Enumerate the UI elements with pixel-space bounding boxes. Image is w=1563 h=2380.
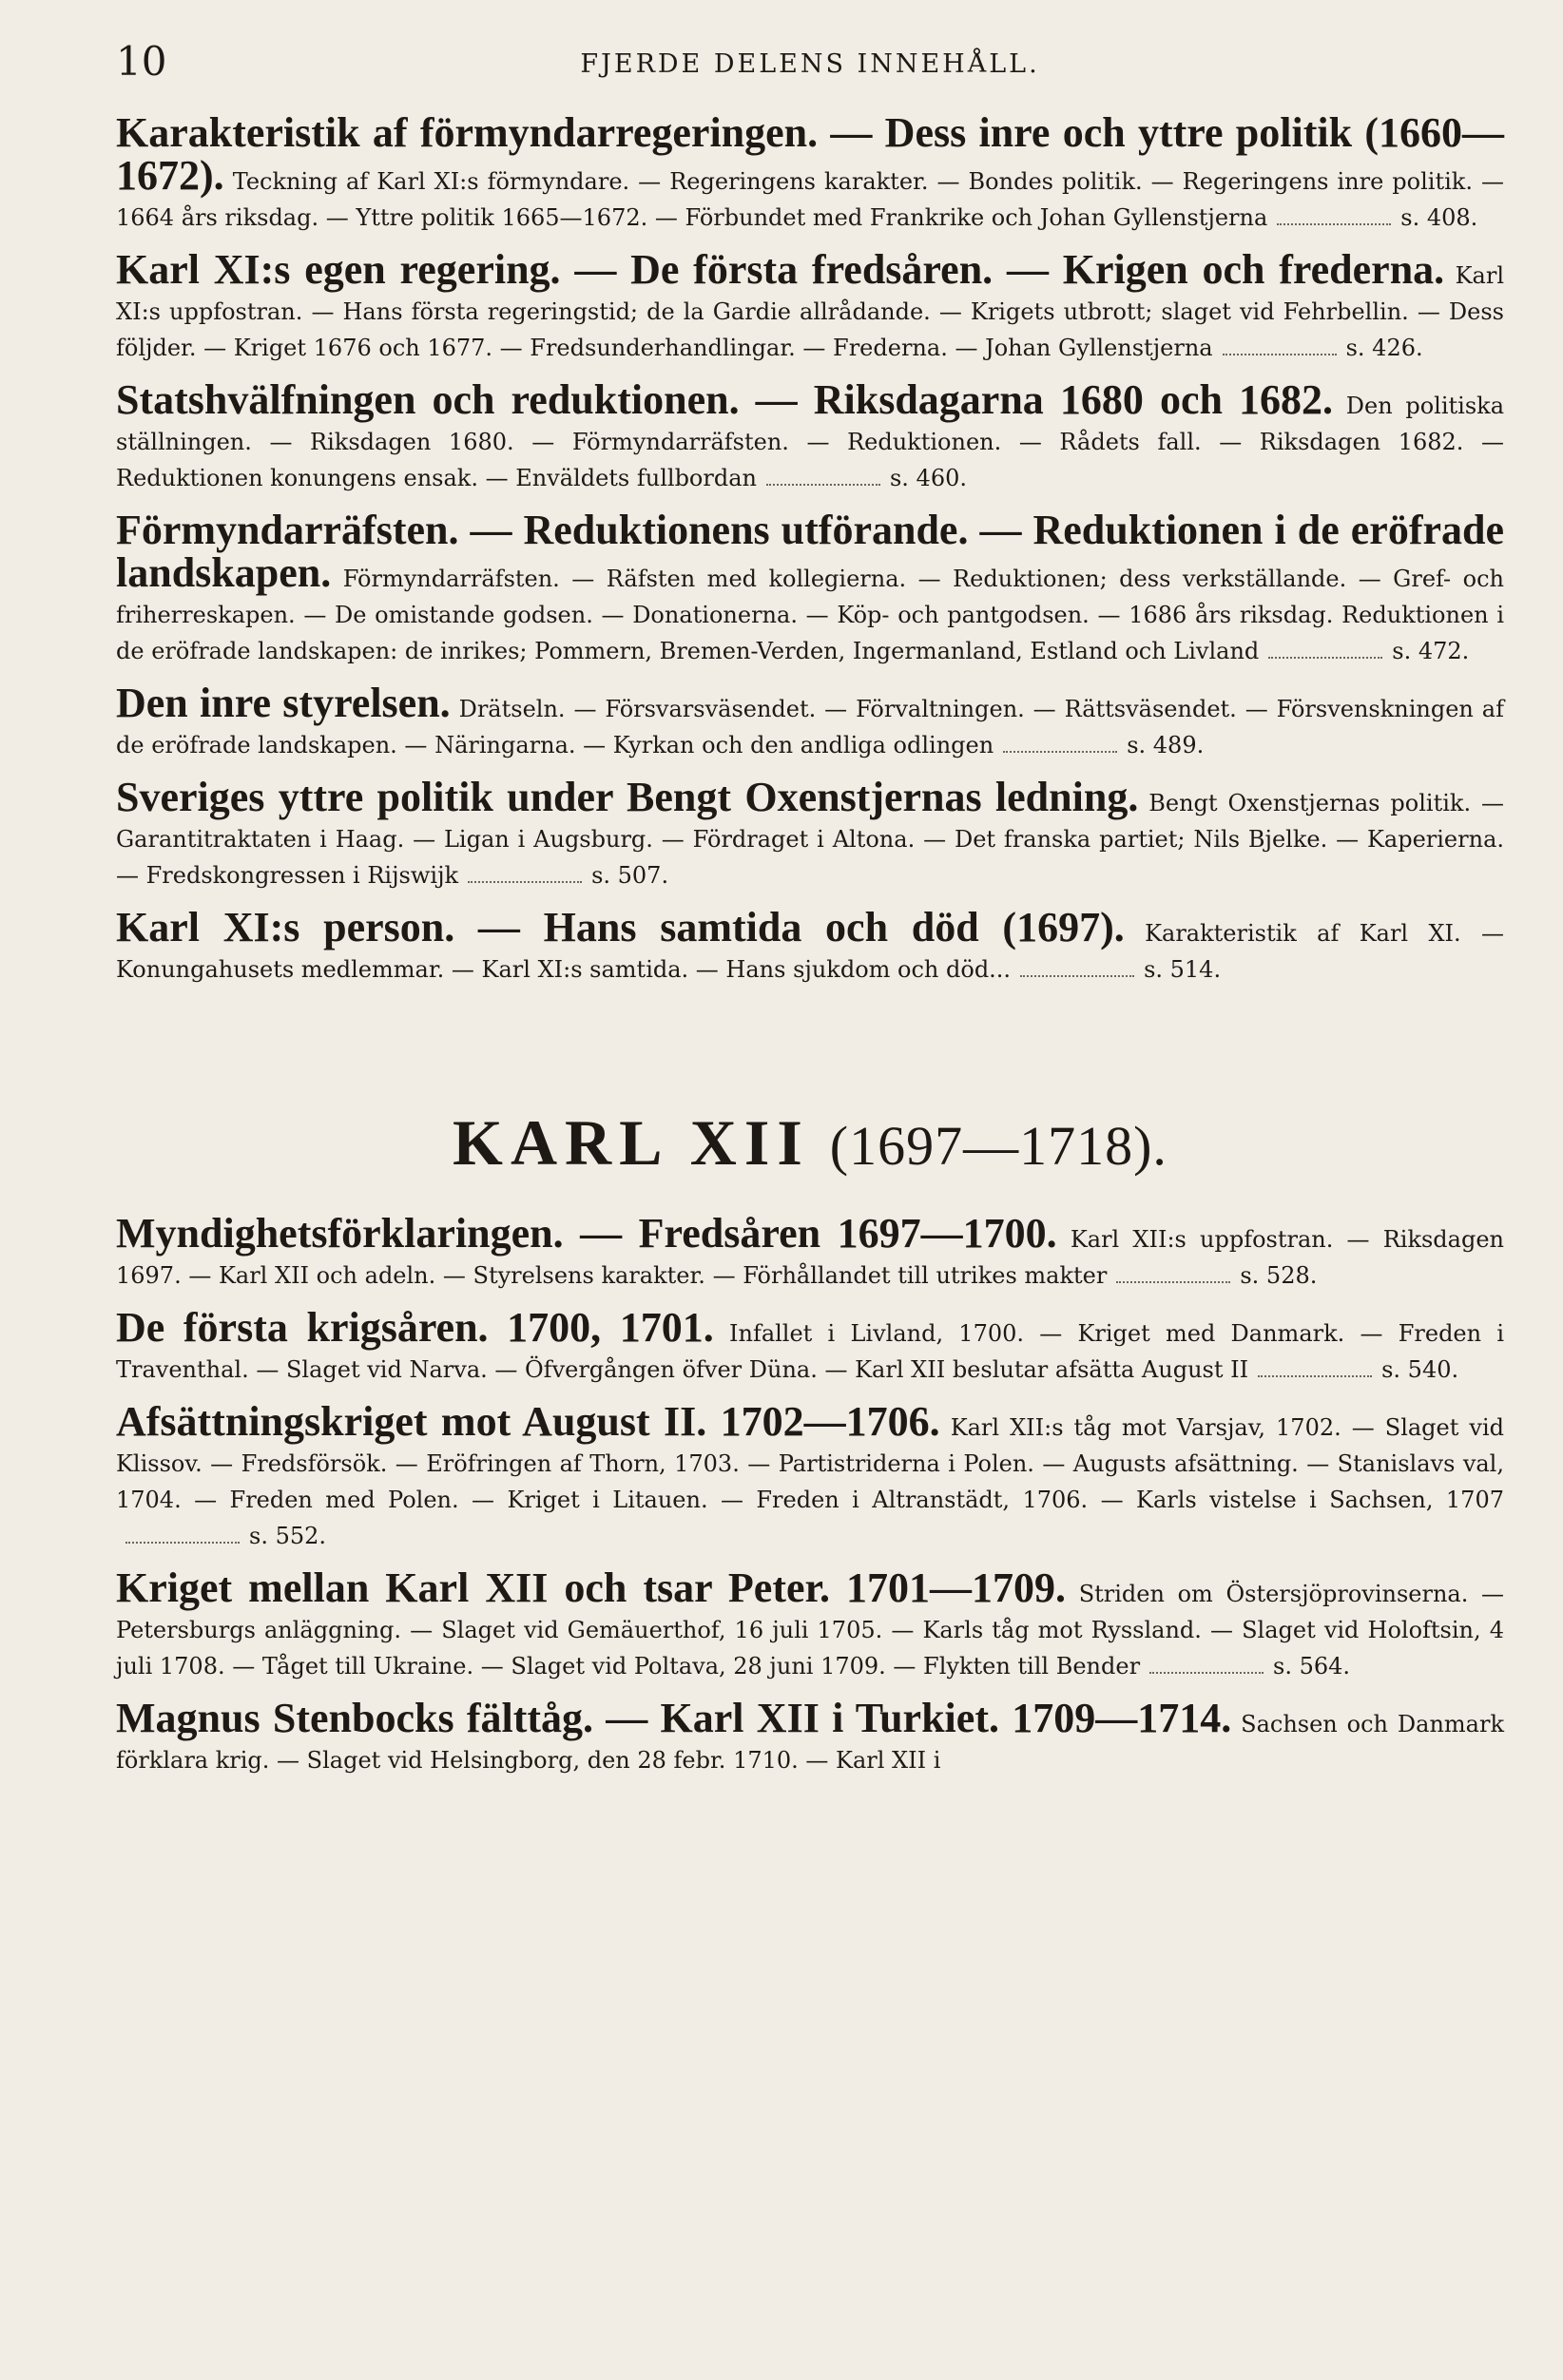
entry-heading: Magnus Stenbocks fälttåg. — Karl XII i Turkiet. 1709—1714. (116, 1695, 1232, 1741)
toc-entry (116, 1398, 1504, 1554)
entry-summary: Striden om Östersjöprovinserna. — Petersburgs anläggning. — Slaget vid Gemäuerthof, 16 juli 1705. — Karls tåg mot Ryssland. — Slaget vid Holoftsin, 4 juli 1708. — Tåget till Ukraine. — Slaget vid Poltava, 28 juni 1709. — Flykten till Bender (116, 1581, 1504, 1679)
leader-dots (1258, 1375, 1372, 1377)
toc-entry (116, 109, 1504, 236)
entry-heading: Myndighetsförklaringen. — Fredsåren 1697—1700. (116, 1210, 1057, 1257)
toc-entry (116, 1564, 1504, 1684)
entry-summary: Infallet i Livland, 1700. — Kriget med Danmark. — Freden i Traventhal. — Slaget vid Narva. — Öfvergången öfver Düna. — Karl XII beslutar afsätta August II (116, 1320, 1504, 1383)
page-reference: s. 507. (591, 862, 669, 889)
toc-entry (116, 680, 1504, 763)
entry-summary: Karl XII:s tåg mot Varsjav, 1702. — Slaget vid Klissov. — Fredsförsök. — Eröfringen af Thorn, 1703. — Partistriderna i Polen. — Augusts afsättning. — Stanislavs val, 1704. — Freden med Polen. — Kriget i Litauen. — Freden i Altranstädt, 1706. — Karls vistelse i Sachsen, 1707 (116, 1414, 1504, 1513)
entry-summary: Karakteristik af Karl XI. — Konungahusets medlemmar. — Karl XI:s samtida. — Hans sjukdom och död... (116, 920, 1505, 983)
entry-summary: Sachsen och Danmark förklara krig. — Slaget vid Helsingborg, den 28 febr. 1710. — Karl XII i (116, 1711, 1504, 1774)
toc-entry (116, 246, 1504, 366)
entry-heading: Afsättningskriget mot August II. 1702—1706. (116, 1398, 940, 1445)
running-title: FJERDE DELENS INNEHÅLL. (580, 49, 1040, 79)
leader-dots (1223, 354, 1337, 355)
toc-entry (116, 1695, 1504, 1778)
page-reference: s. 552. (249, 1523, 327, 1549)
leader-dots (125, 1542, 240, 1544)
contents-part-1 (116, 109, 1505, 988)
page-reference: s. 472. (1392, 638, 1470, 664)
page-reference: s. 408. (1400, 204, 1478, 231)
entry-heading: Karl XI:s egen regering. — De första fredsåren. — Krigen och frederna. (116, 246, 1445, 293)
leader-dots (1277, 223, 1391, 225)
entry-heading: Karl XI:s person. — Hans samtida och död (1697). (116, 904, 1125, 950)
leader-dots (1020, 975, 1134, 977)
section-heading (116, 1105, 1504, 1180)
entry-heading: De första krigsåren. 1700, 1701. (116, 1304, 714, 1351)
contents-part-2 (116, 1210, 1504, 1778)
leader-dots (1003, 751, 1117, 753)
entry-summary: Drätseln. — Försvarsväsendet. — Förvaltningen. — Rättsväsendet. — Försvenskningen af de eröfrade landskapen. — Näringarna. — Kyrkan och den andliga odlingen (116, 696, 1504, 758)
entry-summary: Teckning af Karl XI:s förmyndare. — Regeringens karakter. — Bondes politik. — Regeringens inre politik. — 1664 års riksdag. — Yttre politik 1665—1672. — Förbundet med Frankrike och Johan Gyllenstjerna (116, 168, 1504, 231)
leader-dots (766, 484, 880, 486)
entry-heading: Sveriges yttre politik under Bengt Oxenstjernas ledning. (116, 774, 1139, 820)
entry-summary: Karl XII:s uppfostran. — Riksdagen 1697. — Karl XII och adeln. — Styrelsens karakter. — Förhållandet till utrikes makter (116, 1226, 1504, 1289)
leader-dots (1268, 657, 1382, 659)
entry-heading: Förmyndarräfsten. — Reduktionens utförande. — Reduktionen i de eröfrade landskapen. (116, 507, 1504, 596)
section-years: (1697—1718). (829, 1115, 1167, 1177)
leader-dots (1116, 1281, 1230, 1283)
leader-dots (468, 881, 582, 883)
toc-entry (116, 1304, 1504, 1388)
page-reference: s. 489. (1127, 732, 1205, 758)
entry-heading: Kriget mellan Karl XII och tsar Peter. 1701—1709. (116, 1564, 1067, 1611)
entry-heading: Den inre styrelsen. (116, 680, 451, 726)
page-reference: s. 528. (1240, 1262, 1318, 1289)
entry-summary: Bengt Oxenstjernas politik. — Garantitraktaten i Haag. — Ligan i Augsburg. — Fördraget i Altona. — Det franska partiet; Nils Bjelke. — Kaperierna. — Fredskongressen i Rijswijk (116, 790, 1504, 889)
entry-summary: Karl XI:s uppfostran. — Hans första regeringstid; de la Gardie allrådande. — Krigets utbrott; slaget vid Fehrbellin. — Dess följder. — Kriget 1676 och 1677. — Fredsunderhandlingar. — Frederna. — Johan Gyllenstjerna (116, 262, 1504, 361)
page-reference: s. 460. (889, 465, 967, 491)
page-reference: s. 514. (1144, 956, 1222, 983)
entry-summary: Förmyndarräfsten. — Räfsten med kollegierna. — Reduktionen; dess verkställande. — Gref- och friherreskapen. — De omistande godsen. — Donationerna. — Köp- och pantgodsen. — 1686 års riksdag. Reduktionen i de eröfrade landskapen: de inrikes; Pommern, Bremen-Verden, Ingermanland, Estland och Livland (116, 566, 1504, 664)
running-header (116, 0, 1504, 114)
page-reference: s. 426. (1345, 335, 1423, 361)
entry-summary: Den politiska ställningen. — Riksdagen 1680. — Förmyndarräfsten. — Reduktionen. — Rådets fall. — Riksdagen 1682. — Reduktionen konungens ensak. — Enväldets fullbordan (116, 393, 1505, 491)
toc-entry (116, 376, 1505, 496)
page-number: 10 (116, 38, 167, 85)
entry-heading: Statshvälfningen och reduktionen. — Riksdagarna 1680 och 1682. (116, 376, 1334, 423)
toc-entry (116, 904, 1505, 988)
page-reference: s. 564. (1273, 1653, 1351, 1679)
leader-dots (1149, 1672, 1264, 1674)
toc-entry (116, 774, 1504, 893)
entry-heading: Karakteristik af förmyndarregeringen. — Dess inre och yttre politik (1660—1672). (116, 109, 1504, 199)
toc-entry (116, 1210, 1504, 1294)
toc-entry (116, 507, 1504, 669)
section-name: KARL XII (453, 1106, 810, 1179)
page-reference: s. 540. (1381, 1356, 1459, 1383)
